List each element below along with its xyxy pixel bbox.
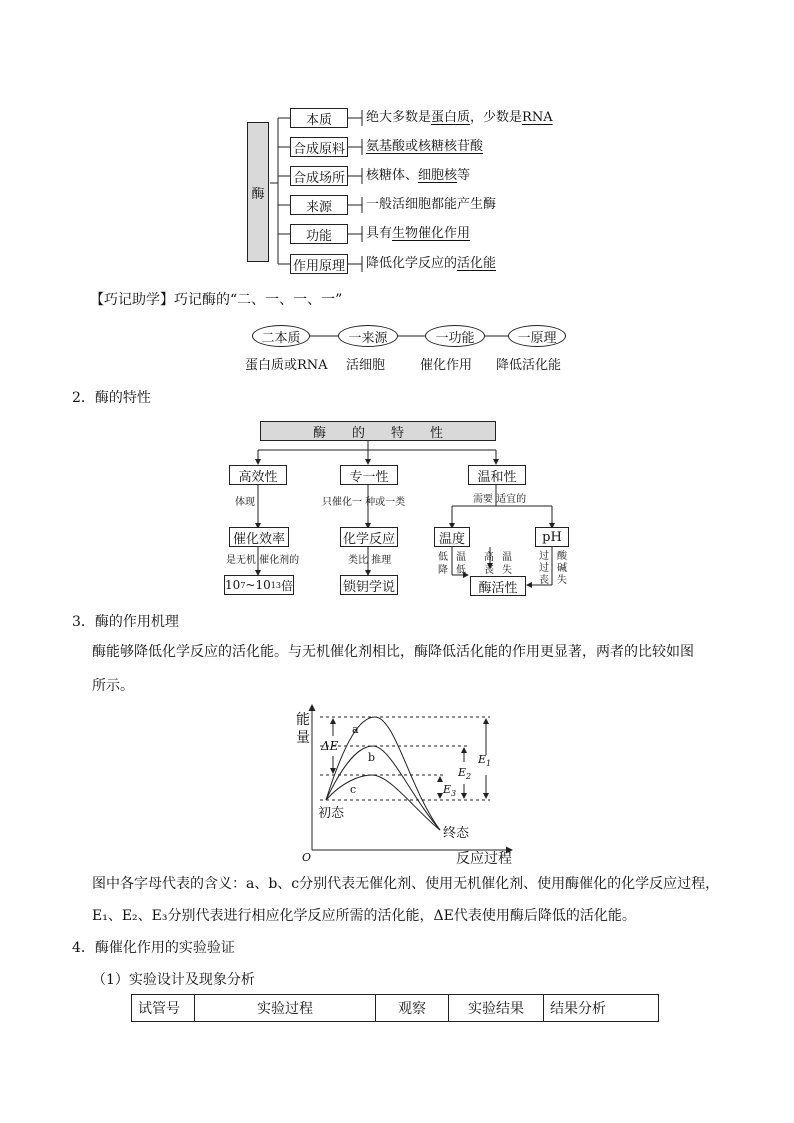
enzyme-root-box: 酶 bbox=[247, 122, 269, 262]
map-label-box: 来源 bbox=[290, 195, 348, 215]
final-state-label: 终态 bbox=[443, 826, 470, 841]
edge-label: 需要 适宜的 bbox=[473, 494, 527, 505]
table-header: 实验结果 bbox=[449, 995, 544, 1022]
map-desc: 一般活细胞都能产生酶 bbox=[366, 197, 497, 212]
vlabel: 温 bbox=[502, 552, 512, 563]
map-desc: 具有生物催化作用 bbox=[366, 226, 471, 241]
edge-label: 是无机 催化剂的 bbox=[226, 555, 300, 566]
curve-label-b: b bbox=[368, 751, 376, 764]
table-header-row bbox=[132, 995, 659, 1022]
curve-label-a: a bbox=[352, 723, 359, 736]
caption: 图中各字母代表的含义：a、b、c分别代表无催化剂、使用无机催化剂、使用酶催化的化学反应过程， bbox=[92, 876, 720, 892]
table-header: 试管号 bbox=[132, 995, 195, 1022]
vlabel: 过 bbox=[539, 551, 549, 562]
vlabel: 碱 bbox=[557, 563, 567, 574]
mnemonic-label: 催化作用 bbox=[420, 358, 473, 373]
mnemonic-heading: 【巧记助学】巧记酶的“二、一、一、一” bbox=[90, 292, 343, 308]
section-2-heading: 2．酶的特性 bbox=[72, 390, 151, 406]
edge-label: 类比 推理 bbox=[348, 555, 392, 566]
e2-label: $E_2$ bbox=[458, 766, 472, 782]
table-header: 结果分析 bbox=[544, 995, 659, 1022]
mnemonic-oval: 一原理 bbox=[508, 325, 566, 347]
mnemonic-oval: 一来源 bbox=[338, 325, 398, 347]
vlabel: 酸 bbox=[557, 551, 567, 562]
catalytic-efficiency-box: 催化效率 bbox=[229, 527, 289, 547]
vlabel: 低 bbox=[438, 552, 448, 563]
e3-label: $E_3$ bbox=[443, 783, 457, 799]
map-label-box: 合成原料 bbox=[290, 137, 348, 157]
map-label-box: 功能 bbox=[290, 224, 348, 244]
temperature-box: 温度 bbox=[434, 527, 470, 547]
map-label-box: 合成场所 bbox=[290, 166, 348, 186]
mnemonic-label: 活细胞 bbox=[346, 358, 386, 373]
subheading: （1）实验设计及现象分析 bbox=[92, 972, 255, 988]
map-desc: 降低化学反应的活化能 bbox=[366, 256, 497, 271]
chemical-reaction-box: 化学反应 bbox=[340, 527, 398, 547]
map-connectors bbox=[268, 110, 298, 270]
vlabel: 温 bbox=[456, 552, 466, 563]
map-label-box: 本质 bbox=[290, 108, 348, 128]
y-axis-label: 能 bbox=[296, 712, 310, 728]
origin-label: O bbox=[302, 851, 312, 864]
lock-key-box: 锁钥学说 bbox=[340, 575, 398, 595]
edge-label: 体现 bbox=[235, 497, 255, 508]
vlabel: 低 bbox=[456, 565, 466, 576]
multiplier-box: 10 7 ~10 13 倍 bbox=[224, 575, 294, 595]
experiment-table bbox=[131, 994, 659, 1022]
caption: E₁、E₂、E₃分别代表进行相应化学反应所需的活化能，ΔE代表使用酶后降低的活化能。 bbox=[92, 908, 636, 924]
property-box-efficiency: 高效性 bbox=[229, 465, 287, 485]
delta-e-label: ΔE bbox=[321, 739, 339, 753]
mnemonic-oval: 一功能 bbox=[425, 325, 485, 347]
vlabel: 丧 bbox=[539, 575, 549, 586]
e1-label: $E_1$ bbox=[478, 753, 492, 769]
vlabel: 过 bbox=[539, 563, 549, 574]
map-desc: 核糖体、细胞核等 bbox=[366, 168, 471, 183]
map-desc: 氨基酸或核糖核苷酸 bbox=[366, 139, 484, 154]
vlabel: 高 bbox=[484, 552, 494, 563]
paragraph: 酶能够降低化学反应的活化能。与无机催化剂相比，酶降低活化能的作用更显著，两者的比较如图 bbox=[92, 644, 694, 660]
mnemonic-label: 降低活化能 bbox=[496, 358, 562, 373]
activation-energy-graph bbox=[290, 700, 520, 865]
enzyme-activity-box: 酶活性 bbox=[470, 576, 526, 596]
mnemonic-label: 蛋白质或RNA bbox=[245, 358, 328, 373]
x-axis-label: 反应过程 bbox=[456, 851, 512, 867]
vlabel: 降 bbox=[438, 565, 448, 576]
properties-title-box: 酶 的 特 性 bbox=[260, 421, 496, 441]
vlabel: 失 bbox=[557, 575, 567, 586]
paragraph: 所示。 bbox=[92, 678, 134, 694]
property-box-specificity: 专一性 bbox=[340, 465, 398, 485]
table-header: 观察 bbox=[376, 995, 449, 1022]
vlabel: 丧 bbox=[484, 565, 494, 576]
section-3-heading: 3．酶的作用机理 bbox=[72, 614, 179, 630]
vlabel: 失 bbox=[502, 565, 512, 576]
map-label-box: 作用原理 bbox=[290, 254, 348, 274]
curve-label-c: c bbox=[350, 783, 357, 796]
property-box-mildness: 温和性 bbox=[468, 465, 526, 485]
initial-state-label: 初态 bbox=[318, 806, 345, 821]
y-axis-label: 量 bbox=[296, 730, 310, 746]
ph-box: pH bbox=[535, 527, 569, 547]
map-desc: 绝大多数是蛋白质，少数是RNA bbox=[366, 110, 553, 125]
mnemonic-oval: 二本质 bbox=[252, 325, 310, 347]
section-4-heading: 4．酶催化作用的实验验证 bbox=[72, 940, 235, 956]
table-header: 实验过程 bbox=[195, 995, 376, 1022]
edge-label: 只催化一 种或一类 bbox=[322, 497, 406, 508]
